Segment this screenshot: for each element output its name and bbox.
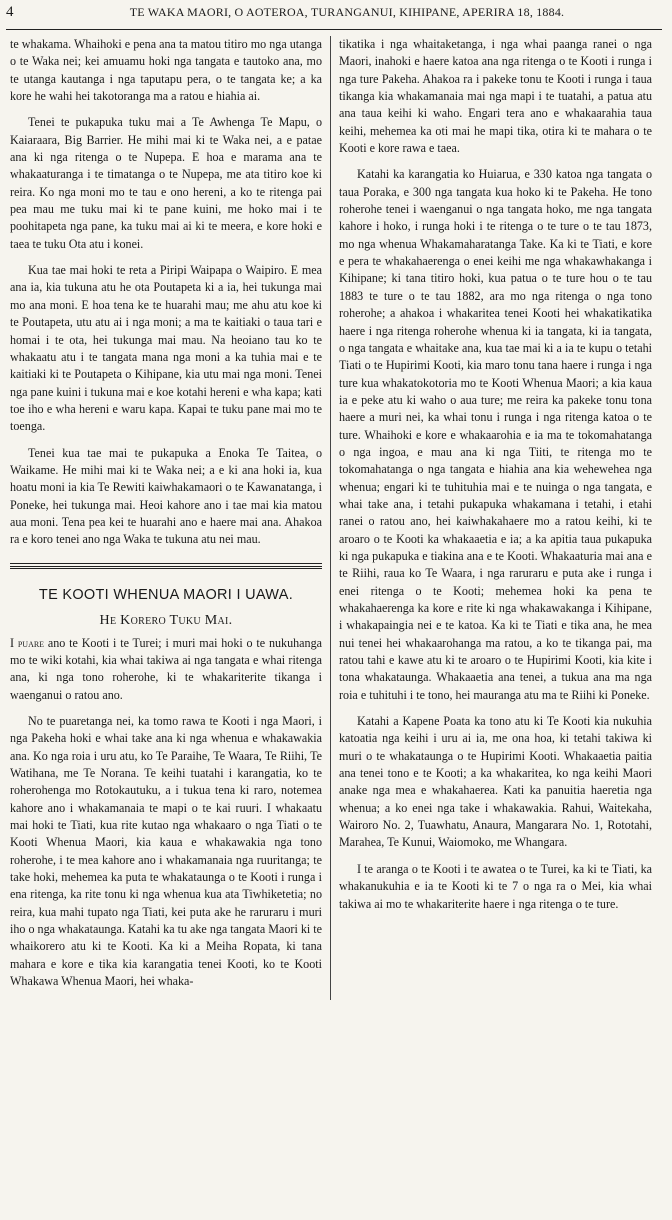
paragraph: Katahi ka karangatia ko Huiarua, e 330 katoa nga tangata o taua Poraka, e 300 nga tangata kua hoko ki te Pakeha. He tono roherohe tenei i waenganui o nga tangata hoko, me nga tangata kahore i hoko, i runga hoki i te ritenga o te ture o te tau 1873, mo nga whenua Whakamaharatanga Take. Ka ki te Tiati, e kore e pera te whakahaerenga o enei keihi me nga whakawhakanga i Kihipane; ki tana titiro hoki, kua patua o te ture hou o te tau 1883 te ture o te tau 1882, ara mo nga ritenga o nga tono roherohe; a ahakoa i whakaritea tenei Kooti hei whakatikatika haere i nga ritenga roherohe whenua ki ia tangata, ki ia tangata, o nga tangata e whaitake ana, kua tae mai ki a ia te kupu o tetahi Tiati o te Hupirimi Kooti, kia maro tonu tana haere i runga i nga ture kua whakatokotoria mo te Kooti Whenua Maori; a kia kaua ia e peke atu ki waho o aua ture; me reira ka pakeke tonu tona haere a muri nei, ka whai tonu i runga i nga ritenga katoa o te ture. Whaihoki e kore e whakaarohia e ia ma te tokomahatanga o nga ingoa, e mau ana ki nga Tiiti, te ritenga mo te tokomahatanga o nga tangata e hiahia ana kia wehewehea nga whenua; engari ki te tuhituhia mai e te nuinga o nga tangata, e whai take ana, i tetahi pukapuka whakamana i tetahi, i etahi ranei o ratou ano, hei kaiwhakahaere mo a ratou keihi, ki te aroaro o te Kooti ka whakaaetia e ia; a ka apitia taua pukapuka ki nga pukapuka e tiakina ana e te Kooti. Whakaaturia mai ana e te Riihi, raua ko Te Waara, i nga raruraru e puta ake i runga i enei ritenga o te Kooti; mehemea hoki ka pena te whakahaerenga ka kore e rite ki nga whakawakanga i Kihipane, i whakapaingia nei e te katoa. Ka ki te Tiati e tika ana, he mea nui tenei hei whakaarohanga ma ratou, a ko te tikanga pai, ma ratou tahi e kawe atu ki te aroaro o te Hupirimi Kooti, kia kite i tona whakataunga. Whakaaetia ana tenei, a tukua ana ma nga roia e tuhituhi i te tono, hei mauranga atu ma te Riihi ki Poneke.	[339, 167, 652, 702]
paragraph: I te aranga o te Kooti i te awatea o te Turei, ka ki te Tiati, ka whakanukuhia e ia te Kooti ki te 7 o nga ra o Mei, kia whai takiwa ai mo te whakariterite haere i nga ritenga o te ture.	[339, 861, 652, 911]
left-column	[6, 36, 331, 1000]
running-head: TE WAKA MAORI, O AOTEROA, TURANGANUI, KIHIPANE, APERIRA 18, 1884.	[129, 5, 565, 19]
columns	[6, 36, 662, 1000]
right-column	[331, 36, 656, 1000]
section-rule	[10, 563, 322, 564]
paragraph-text: ano te Kooti i te Turei; i muri mai hoki o te nukuhanga mo te wiki kotahi, kia whai takiwa ai nga tangata e whai ritenga ana, ki nga tono roherohe, ki te whakariterite tikanga i waenganui o ratou ano.	[10, 635, 323, 702]
article-subheading: He Korero Tuku Mai.	[99, 612, 233, 628]
paragraph: tikatika i nga whaitaketanga, i nga whai paanga ranei o nga Maori, inahoki e haere katoa ana nga ritenga o te Kooti i runga i nga ture Pakeha. Ahakoa ra i pakeke tonu te Kooti i runga i taua tikanga kia whakamanaia mai nga mapi i te tuatahi, a patua atu ana taua keihi ki waho. Engari tera ano e whakaarahia taua keihi, mehemea ka oti mai he mapi tika, otira ki te mahara o te Kooti e kore rawa e taea.	[339, 37, 652, 156]
lead-words: I puare	[10, 635, 45, 650]
paragraph: te whakama. Whaihoki e pena ana ta matou titiro mo nga utanga o te Waka nei; kei amuamu hoki nga tangata e tautoko ana, mo te utanga kautanga i nga taputapu pera, o te tangata ke; a ka kore he wahi hei takotoranga ma a ratou e hiahia ai.	[10, 37, 322, 104]
page-header	[6, 4, 662, 30]
paragraph: Tenei te pukapuka tuku mai a Te Awhenga Te Mapu, o Kaiaraara, Big Barrier. He mihi mai ki te Waka nei, a e patae ana ki nga ritenga o te Nupepa. E hoa e marama ana te whakaaturanga i te timatanga o te Nupepa, me ata titiro koe ki reira. Ko nga moni mo te tau e ono hereni, a ko te ritenga pai pea mau me tuku mai ki te pane kuini, me hoko mai i te poohitapeta nga pane, ka tuku mai ai ki te meera, e kore hoki e taea te tuku Ota atu i konei.	[10, 115, 322, 251]
paragraph: Tenei kua tae mai te pukapuka a Enoka Te Taitea, o Waikame. He mihi mai ki te Waka nei; a e ki ana hoki ia, kua hoatu moni ia kia Te Rewiti kaiwhakamaori o te Kawanatanga, i Poneke, hei tukunga mai. Heoi kahore ano i tae mai kia matou aua moni. Tena pea kei te huarahi ano e haere mai ana. Ahakoa ra e koro tenei ano nga Waka te tukuna atu nei mau.	[10, 445, 322, 547]
section-double-rule	[10, 566, 322, 571]
paragraph: Katahi a Kapene Poata ka tono atu ki Te Kooti kia nukuhia katoatia nga keihi i uru ai ia, me ona hoa, ki tetahi takiwa ki muri o te whakataunga o te Hupirimi Kooti. Whakaaetia paitia ana tenei tono e te Kooti; a ka whakaritea, ko nga keihi Maori anake nga mea e whakahaerea. Kati ka panuitia haeretia nga whenua; a ko enei nga take i whakawakia. Rahui, Waitekaha, Wairoro No. 2, Tuawhatu, Anaura, Mangarara No. 1, Rototahi, Marahea, Te Kunui, Waiomoko, me Whangara.	[339, 714, 652, 850]
article-heading: TE KOOTI WHENUA MAORI I UAWA.	[38, 586, 294, 603]
paragraph: No te puaretanga nei, ka tomo rawa te Kooti i nga Maori, i nga Pakeha hoki e whai take ana ki nga whenua e whakawakia ana. Ko nga roia i uru atu, ko Te Paraihe, Te Waara, Te Riihi, Te Watihana, me Te Norana. Te keihi tuatahi i karangatia, ko te roherohenga mo Rotokautuku, a i tukua tena ki raro, notemea kahore ano i whakamanaia te mapi o te kai ruuri. I whakaatu mai hoki te Tiati, kua rite kutao nga whakaaro o nga Tiati o te Kooti Whenua Maori, kia kaua e whakawakia nga tono roherohe, i te mea kahore ano i whakamanaia nga ruuritanga; te take hoki, mehemea ka puta te whakataunga o te Kooti i runga i ena ritenga, ka rite tonu ki nga whenua kua ata Tiwhiketetia; no reira, kua mahi tupato nga Tiati, kei puta ake he raruraru i muri iho o nga whakataunga. Katahi ka tu ake nga tangata Maori ki te whaikorero atu ki te Kooti. Ka ki a Meiha Ropata, ki tana mahara e kore e tika kia karangatia tenei Kooti, ko te Kooti Whakawa Whenua Maori, hei whaka-	[10, 714, 322, 989]
paragraph	[10, 635, 322, 704]
paragraph: Kua tae mai hoki te reta a Piripi Waipapa o Waipiro. E mea ana ia, kia tukuna atu he ota Poutapeta ki a ia, hei tukunga mai mo ana moni. E hoa tena ke te huarahi mau; me ahu atu koe ki te Poutapeta, utu atu ai i nga moni; a ma te kaitiaki o taua tari e homai i te ota, hei tukunga mai mau. Na heoiano tau ko te whakaatu atu i te tangata mana nga moni a ka tuhia mai e te kaitiaki ki te Poutapeta o Kihipane, kia utu mai nga moni. Tenei nga pane kuini i tukuna mai e koe kotahi hereni e wha kapa; kati toe iho e wha hereni e waru kapa. Kapai te tuku pane mai mo te toenga.	[10, 263, 322, 434]
page-number: 4	[6, 4, 14, 20]
